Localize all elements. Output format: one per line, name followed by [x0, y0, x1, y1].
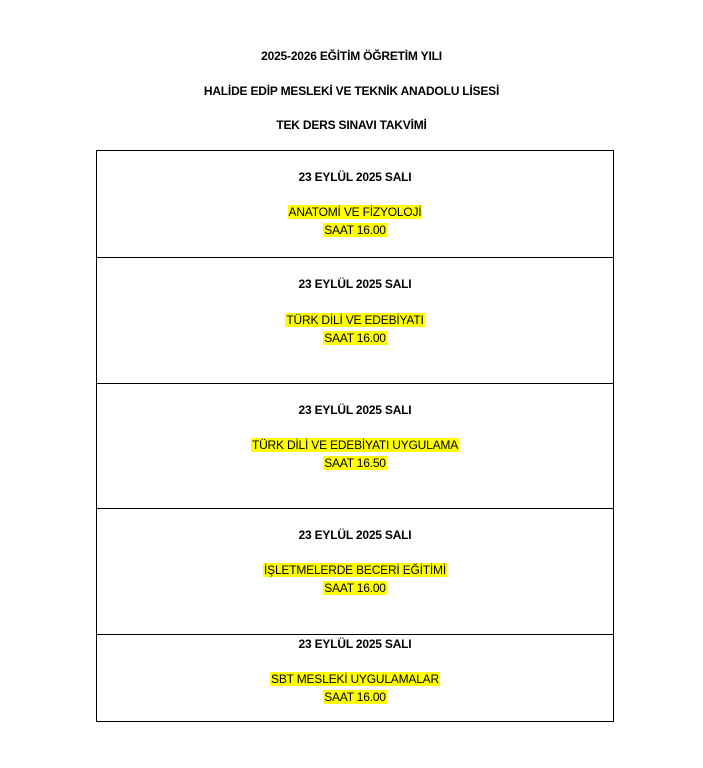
- exam-schedule-table: [96, 150, 614, 722]
- exam-date: 23 EYLÜL 2025 SALI: [298, 637, 412, 651]
- exam-subject: [97, 313, 613, 328]
- exam-time-highlight: SAAT 16.00: [324, 331, 386, 345]
- exam-time-highlight: SAAT 16.00: [324, 690, 386, 704]
- schedule-title: TEK DERS SINAVI TAKVİMİ: [276, 118, 427, 132]
- exam-time-highlight: SAAT 16.50: [324, 456, 386, 470]
- exam-time-highlight: SAAT 16.00: [324, 223, 386, 237]
- exam-date: 23 EYLÜL 2025 SALI: [298, 277, 412, 291]
- exam-subject-highlight: SBT MESLEKİ UYGULAMALAR: [271, 672, 439, 686]
- exam-subject-highlight: ANATOMİ VE FİZYOLOJİ: [288, 205, 422, 219]
- exam-date: 23 EYLÜL 2025 SALI: [298, 170, 412, 184]
- exam-time: [97, 581, 613, 596]
- exam-subject-highlight: TÜRK DİLİ VE EDEBİYATI UYGULAMA: [251, 438, 459, 452]
- exam-subject-highlight: İŞLETMELERDE BECERİ EĞİTİMİ: [264, 563, 446, 577]
- exam-row-3: [97, 384, 613, 509]
- exam-date: 23 EYLÜL 2025 SALI: [298, 403, 412, 417]
- exam-subject: [97, 672, 613, 687]
- exam-subject-highlight: TÜRK DİLİ VE EDEBİYATI: [286, 313, 424, 327]
- exam-time-highlight: SAAT 16.00: [324, 581, 386, 595]
- exam-row-1: [97, 151, 613, 258]
- exam-time: [97, 331, 613, 346]
- exam-time: [97, 456, 613, 471]
- exam-time: [97, 223, 613, 238]
- exam-date: 23 EYLÜL 2025 SALI: [298, 528, 412, 542]
- exam-subject: [97, 205, 613, 220]
- exam-row-5: [97, 635, 613, 721]
- exam-time: [97, 690, 613, 705]
- academic-year-heading: 2025-2026 EĞİTİM ÖĞRETİM YILI: [261, 49, 442, 63]
- exam-subject: [97, 563, 613, 578]
- exam-subject: [97, 438, 613, 453]
- exam-row-2: [97, 258, 613, 384]
- exam-row-4: [97, 509, 613, 635]
- school-name-heading: HALİDE EDİP MESLEKİ VE TEKNİK ANADOLU LİSESİ: [203, 84, 500, 98]
